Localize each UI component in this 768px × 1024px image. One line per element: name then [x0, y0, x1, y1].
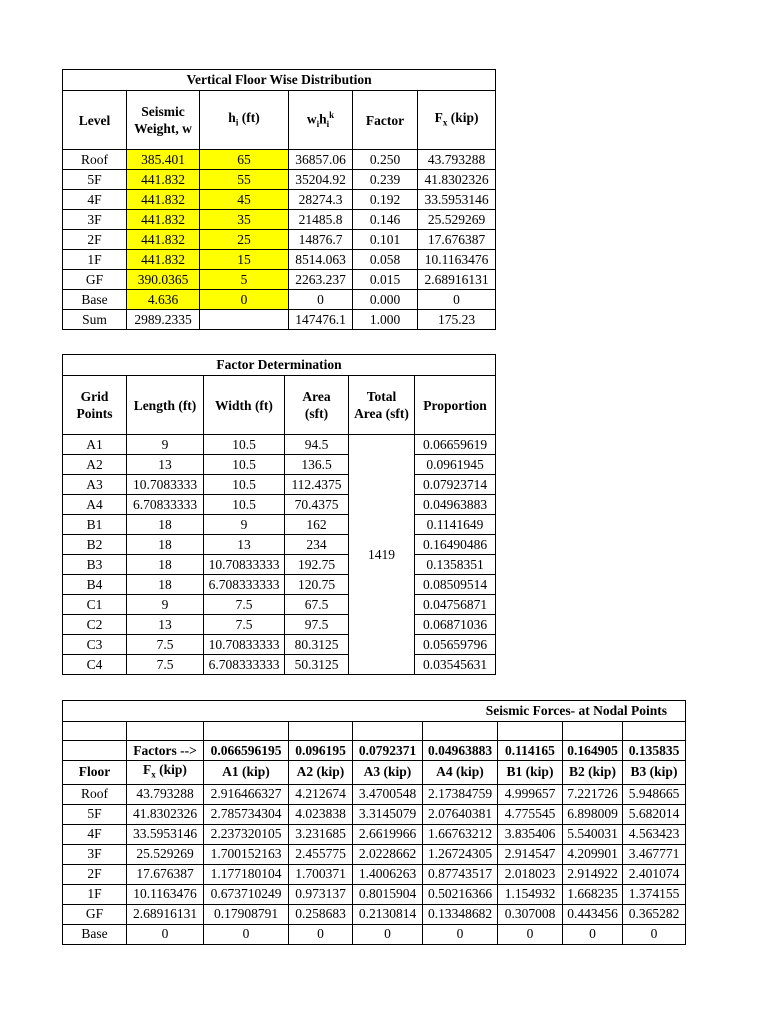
weight-sum-cell: 2989.2335 [127, 310, 200, 330]
value-cell: 2.914547 [498, 844, 563, 864]
grid-point-cell: B3 [63, 555, 127, 575]
weight-cell: 385.401 [127, 150, 200, 170]
wh-cell: 28274.3 [289, 190, 353, 210]
fx-cell: 25.529269 [418, 210, 496, 230]
table-row [63, 844, 686, 864]
length-cell: 10.7083333 [127, 475, 204, 495]
width-cell: 6.708333333 [204, 655, 285, 675]
weight-cell: 390.0365 [127, 270, 200, 290]
header-b2: B2 (kip) [563, 761, 623, 785]
height-cell: 5 [200, 270, 289, 290]
fx-cell: 43.793288 [418, 150, 496, 170]
length-cell: 7.5 [127, 655, 204, 675]
value-cell: 2.17384759 [423, 784, 498, 804]
value-cell: 2.916466327 [204, 784, 289, 804]
value-cell: 1.26724305 [423, 844, 498, 864]
area-cell: 162 [285, 515, 349, 535]
value-cell: 0 [204, 924, 289, 944]
height-cell: 15 [200, 250, 289, 270]
header-hi: $h_i$ (ft) [200, 91, 289, 150]
area-cell: 136.5 [285, 455, 349, 475]
level-cell: 2F [63, 230, 127, 250]
weight-cell: 441.832 [127, 250, 200, 270]
proportion-cell: 0.1141649 [415, 515, 496, 535]
header-fx: $F_x$ (kip) [418, 91, 496, 150]
factor-b2: 0.164905 [563, 741, 623, 761]
length-cell: 18 [127, 555, 204, 575]
factor-cell: 0.101 [353, 230, 418, 250]
area-cell: 112.4375 [285, 475, 349, 495]
header-a3: A3 (kip) [353, 761, 423, 785]
fx-cell: 41.8302326 [418, 170, 496, 190]
table-row [63, 804, 686, 824]
wh-cell: 0 [289, 290, 353, 310]
value-cell: 33.5953146 [127, 824, 204, 844]
proportion-cell: 0.0961945 [415, 455, 496, 475]
header-proportion: Proportion [415, 376, 496, 435]
value-cell: 0.673710249 [204, 884, 289, 904]
value-cell: 4.775545 [498, 804, 563, 824]
vertical-table-title: Vertical Floor Wise Distribution [63, 70, 496, 91]
level-cell: Sum [63, 310, 127, 330]
value-cell: 1.177180104 [204, 864, 289, 884]
area-cell: 70.4375 [285, 495, 349, 515]
fx-cell: 33.5953146 [418, 190, 496, 210]
header-b3: B3 (kip) [623, 761, 686, 785]
height-cell: 35 [200, 210, 289, 230]
value-cell: 4.023838 [289, 804, 353, 824]
wh-cell: 35204.92 [289, 170, 353, 190]
value-cell: 0 [289, 924, 353, 944]
value-cell: 0 [127, 924, 204, 944]
grid-point-cell: C3 [63, 635, 127, 655]
height-cell [200, 310, 289, 330]
height-cell: 55 [200, 170, 289, 190]
value-cell: 3.4700548 [353, 784, 423, 804]
level-cell: 5F [63, 170, 127, 190]
header-level: Level [63, 91, 127, 150]
factor-b3: 0.135835 [623, 741, 686, 761]
wh-cell: 21485.8 [289, 210, 353, 230]
width-cell: 7.5 [204, 595, 285, 615]
proportion-cell: 0.04963883 [415, 495, 496, 515]
header-total-area: Total Area (sft) [349, 376, 415, 435]
proportion-cell: 0.06659619 [415, 435, 496, 455]
proportion-cell: 0.06871036 [415, 615, 496, 635]
value-cell: 2.07640381 [423, 804, 498, 824]
value-cell: 2.68916131 [127, 904, 204, 924]
value-cell: 0.365282 [623, 904, 686, 924]
value-cell: 0 [623, 924, 686, 944]
length-cell: 13 [127, 455, 204, 475]
level-cell: Roof [63, 150, 127, 170]
value-cell: 0.258683 [289, 904, 353, 924]
area-cell: 80.3125 [285, 635, 349, 655]
total-area-cell: 1419 [349, 435, 415, 675]
floor-cell: 3F [63, 844, 127, 864]
grid-point-cell: A3 [63, 475, 127, 495]
weight-cell: 441.832 [127, 230, 200, 250]
value-cell: 1.700152163 [204, 844, 289, 864]
value-cell: 3.3145079 [353, 804, 423, 824]
value-cell: 2.237320105 [204, 824, 289, 844]
width-cell: 13 [204, 535, 285, 555]
value-cell: 0.2130814 [353, 904, 423, 924]
factor-cell: 0.000 [353, 290, 418, 310]
area-cell: 192.75 [285, 555, 349, 575]
factor-cell: 0.058 [353, 250, 418, 270]
spacer-cell [353, 722, 423, 741]
value-cell: 1.66763212 [423, 824, 498, 844]
weight-cell: 441.832 [127, 170, 200, 190]
spacer-cell [289, 722, 353, 741]
spacer-cell [423, 722, 498, 741]
width-cell: 10.5 [204, 455, 285, 475]
table-row [63, 924, 686, 944]
height-cell: 0 [200, 290, 289, 310]
factor-b1: 0.114165 [498, 741, 563, 761]
grid-point-cell: C2 [63, 615, 127, 635]
area-cell: 97.5 [285, 615, 349, 635]
grid-point-cell: B4 [63, 575, 127, 595]
value-cell: 1.700371 [289, 864, 353, 884]
factor-cell: 0.015 [353, 270, 418, 290]
header-floor: Floor [63, 761, 127, 785]
spacer-cell [623, 722, 686, 741]
value-cell: 0.8015904 [353, 884, 423, 904]
value-cell: 2.785734304 [204, 804, 289, 824]
value-cell: 1.668235 [563, 884, 623, 904]
area-cell: 120.75 [285, 575, 349, 595]
proportion-cell: 0.03545631 [415, 655, 496, 675]
floor-cell: 4F [63, 824, 127, 844]
table-row [63, 864, 686, 884]
factor-cell: 0.239 [353, 170, 418, 190]
value-cell: 4.209901 [563, 844, 623, 864]
header-a4: A4 (kip) [423, 761, 498, 785]
grid-point-cell: A4 [63, 495, 127, 515]
grid-point-cell: A1 [63, 435, 127, 455]
factor-cell: 0.250 [353, 150, 418, 170]
value-cell: 1.4006263 [353, 864, 423, 884]
wh-cell: 2263.237 [289, 270, 353, 290]
value-cell: 1.374155 [623, 884, 686, 904]
value-cell: 7.221726 [563, 784, 623, 804]
value-cell: 0 [498, 924, 563, 944]
height-cell: 45 [200, 190, 289, 210]
length-cell: 9 [127, 435, 204, 455]
value-cell: 6.898009 [563, 804, 623, 824]
factors-label: Factors --> [127, 741, 204, 761]
width-cell: 10.5 [204, 435, 285, 455]
grid-point-cell: B2 [63, 535, 127, 555]
fx-cell: 17.676387 [418, 230, 496, 250]
level-cell: 1F [63, 250, 127, 270]
value-cell: 17.676387 [127, 864, 204, 884]
wh-cell: 8514.063 [289, 250, 353, 270]
factor-a4: 0.04963883 [423, 741, 498, 761]
header-fx: $F_x$ (kip) [127, 761, 204, 785]
value-cell: 4.999657 [498, 784, 563, 804]
value-cell: 0.17908791 [204, 904, 289, 924]
vertical-distribution-table [62, 69, 496, 330]
value-cell: 0.50216366 [423, 884, 498, 904]
proportion-cell: 0.04756871 [415, 595, 496, 615]
header-length: Length (ft) [127, 376, 204, 435]
spacer-cell [63, 722, 127, 741]
value-cell: 0.307008 [498, 904, 563, 924]
value-cell: 0 [353, 924, 423, 944]
table-row [63, 824, 686, 844]
fx-cell: 10.1163476 [418, 250, 496, 270]
floor-cell: 2F [63, 864, 127, 884]
value-cell: 3.231685 [289, 824, 353, 844]
header-grid-points: Grid Points [63, 376, 127, 435]
header-wihik: $w_ih_i^k$ [289, 91, 353, 150]
weight-cell: 441.832 [127, 190, 200, 210]
floor-cell: 1F [63, 884, 127, 904]
length-cell: 13 [127, 615, 204, 635]
length-cell: 18 [127, 535, 204, 555]
weight-cell: 4.636 [127, 290, 200, 310]
table-row [63, 884, 686, 904]
header-seismic-weight: Seismic Weight, w [127, 91, 200, 150]
level-cell: 4F [63, 190, 127, 210]
height-cell: 25 [200, 230, 289, 250]
length-cell: 9 [127, 595, 204, 615]
factor-cell: 0.192 [353, 190, 418, 210]
header-factor: Factor [353, 91, 418, 150]
level-cell: 3F [63, 210, 127, 230]
value-cell: 2.401074 [623, 864, 686, 884]
wh-cell: 36857.06 [289, 150, 353, 170]
area-cell: 234 [285, 535, 349, 555]
value-cell: 3.467771 [623, 844, 686, 864]
value-cell: 0 [563, 924, 623, 944]
wh-sum-cell: 147476.1 [289, 310, 353, 330]
width-cell: 6.708333333 [204, 575, 285, 595]
width-cell: 10.70833333 [204, 555, 285, 575]
proportion-cell: 0.08509514 [415, 575, 496, 595]
length-cell: 6.70833333 [127, 495, 204, 515]
length-cell: 18 [127, 515, 204, 535]
value-cell: 1.154932 [498, 884, 563, 904]
header-width: Width (ft) [204, 376, 285, 435]
value-cell: 5.540031 [563, 824, 623, 844]
width-cell: 10.70833333 [204, 635, 285, 655]
value-cell: 2.018023 [498, 864, 563, 884]
grid-point-cell: C4 [63, 655, 127, 675]
value-cell: 10.1163476 [127, 884, 204, 904]
width-cell: 9 [204, 515, 285, 535]
factor-table-title: Factor Determination [63, 355, 496, 376]
value-cell: 41.8302326 [127, 804, 204, 824]
value-cell: 25.529269 [127, 844, 204, 864]
value-cell: 2.914922 [563, 864, 623, 884]
spacer-cell [204, 722, 289, 741]
value-cell: 4.212674 [289, 784, 353, 804]
width-cell: 10.5 [204, 495, 285, 515]
area-cell: 94.5 [285, 435, 349, 455]
fx-cell: 2.68916131 [418, 270, 496, 290]
level-cell: Base [63, 290, 127, 310]
value-cell: 5.948665 [623, 784, 686, 804]
value-cell: 0.87743517 [423, 864, 498, 884]
value-cell: 2.0228662 [353, 844, 423, 864]
fx-sum-cell: 175.23 [418, 310, 496, 330]
proportion-cell: 0.16490486 [415, 535, 496, 555]
value-cell: 2.455775 [289, 844, 353, 864]
table-row [63, 784, 686, 804]
floor-cell: 5F [63, 804, 127, 824]
factor-determination-table [62, 354, 496, 675]
value-cell: 5.682014 [623, 804, 686, 824]
spacer-cell [498, 722, 563, 741]
value-cell: 0.443456 [563, 904, 623, 924]
width-cell: 10.5 [204, 475, 285, 495]
grid-point-cell: B1 [63, 515, 127, 535]
spacer-cell [127, 722, 204, 741]
area-cell: 67.5 [285, 595, 349, 615]
level-cell: GF [63, 270, 127, 290]
header-a2: A2 (kip) [289, 761, 353, 785]
grid-point-cell: A2 [63, 455, 127, 475]
table-row [63, 904, 686, 924]
grid-point-cell: C1 [63, 595, 127, 615]
value-cell: 4.563423 [623, 824, 686, 844]
value-cell: 43.793288 [127, 784, 204, 804]
factor-sum-cell: 1.000 [353, 310, 418, 330]
factor-cell: 0.146 [353, 210, 418, 230]
fx-cell: 0 [418, 290, 496, 310]
wh-cell: 14876.7 [289, 230, 353, 250]
value-cell: 2.6619966 [353, 824, 423, 844]
value-cell: 0.973137 [289, 884, 353, 904]
seismic-forces-table [62, 700, 686, 945]
length-cell: 7.5 [127, 635, 204, 655]
blank-cell [63, 741, 127, 761]
factor-a3: 0.0792371 [353, 741, 423, 761]
spacer-cell [563, 722, 623, 741]
value-cell: 0 [423, 924, 498, 944]
header-b1: B1 (kip) [498, 761, 563, 785]
value-cell: 3.835406 [498, 824, 563, 844]
factor-a2: 0.096195 [289, 741, 353, 761]
floor-cell: GF [63, 904, 127, 924]
factor-a1: 0.066596195 [204, 741, 289, 761]
length-cell: 18 [127, 575, 204, 595]
weight-cell: 441.832 [127, 210, 200, 230]
floor-cell: Roof [63, 784, 127, 804]
proportion-cell: 0.05659796 [415, 635, 496, 655]
proportion-cell: 0.1358351 [415, 555, 496, 575]
header-area: Area (sft) [285, 376, 349, 435]
header-a1: A1 (kip) [204, 761, 289, 785]
proportion-cell: 0.07923714 [415, 475, 496, 495]
area-cell: 50.3125 [285, 655, 349, 675]
value-cell: 0.13348682 [423, 904, 498, 924]
width-cell: 7.5 [204, 615, 285, 635]
floor-cell: Base [63, 924, 127, 944]
height-cell: 65 [200, 150, 289, 170]
seismic-table-title: Seismic Forces- at Nodal Points [63, 701, 686, 722]
